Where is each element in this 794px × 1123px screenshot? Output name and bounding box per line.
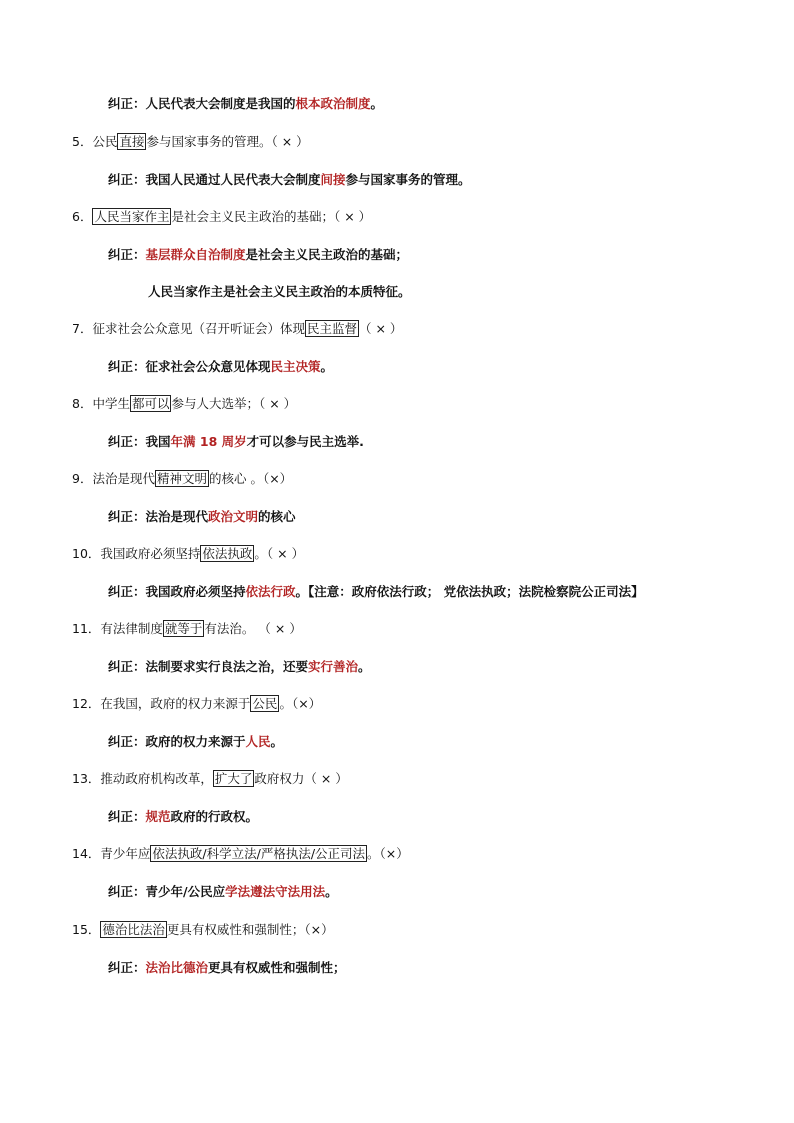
correction-line xyxy=(108,172,471,188)
correction-line xyxy=(108,960,346,976)
highlighted-answer: 规范 xyxy=(145,809,171,824)
correction-line xyxy=(108,884,338,900)
text-segment: 纠正： xyxy=(108,247,146,262)
text-segment: 参与国家事务的管理。（ × ） xyxy=(146,134,309,149)
text-segment: 有法治。 （ × ） xyxy=(204,621,302,636)
question-line xyxy=(72,922,334,938)
correction-line xyxy=(108,247,408,263)
text-segment: 。 xyxy=(320,359,334,374)
text-segment: 纠正：人民代表大会制度是我国的 xyxy=(108,96,296,111)
text-segment: 参与国家事务的管理。 xyxy=(345,172,471,187)
text-segment: 9．法治是现代 xyxy=(72,471,155,486)
text-segment: 。 xyxy=(370,96,384,111)
boxed-error-text: 都可以 xyxy=(131,396,170,411)
question-line xyxy=(72,546,304,562)
question-line xyxy=(72,396,296,412)
question-line xyxy=(72,846,409,862)
text-segment: 12．在我国，政府的权力来源于 xyxy=(72,696,251,711)
highlighted-answer: 学法遵法守法用法 xyxy=(225,884,326,899)
text-segment: 10．我国政府必须坚持 xyxy=(72,546,201,561)
question-line xyxy=(72,134,309,150)
question-line xyxy=(72,696,321,712)
highlighted-answer: 年满 18 周岁 xyxy=(170,434,247,449)
text-segment: 8．中学生 xyxy=(72,396,130,411)
highlighted-answer: 依法行政 xyxy=(245,584,296,599)
text-segment: 。 xyxy=(270,734,284,749)
text-segment: 是社会主义民主政治的基础； xyxy=(245,247,409,262)
boxed-error-text: 就等于 xyxy=(164,621,203,636)
text-segment: 。（×） xyxy=(367,846,409,861)
text-segment: 政府的行政权。 xyxy=(170,809,259,824)
correction-line xyxy=(108,809,258,825)
text-segment: （ × ） xyxy=(358,321,403,336)
text-segment: 政府权力（ × ） xyxy=(254,771,348,786)
text-segment: 。（×） xyxy=(279,696,322,711)
question-line xyxy=(72,471,292,487)
boxed-error-text: 公民 xyxy=(252,696,278,711)
text-segment: 14．青少年应 xyxy=(72,846,151,861)
highlighted-answer: 基层群众自治制度 xyxy=(145,247,246,262)
text-segment: 纠正： xyxy=(108,960,146,975)
boxed-error-text: 民主监督 xyxy=(306,321,357,336)
correction-line xyxy=(108,734,283,750)
highlighted-answer: 间接 xyxy=(320,172,346,187)
boxed-error-text: 扩大了 xyxy=(214,771,253,786)
boxed-error-text: 人民当家作主 xyxy=(94,209,170,224)
correction-line xyxy=(108,96,383,112)
text-segment: 人民当家作主是社会主义民主政治的本质特征。 xyxy=(148,284,411,299)
text-segment: 15． xyxy=(72,922,101,937)
highlighted-answer: 实行善治 xyxy=(308,659,359,674)
text-segment: 。【注意：政府依法行政； 党依法执政；法院检察院公正司法】 xyxy=(295,584,644,599)
text-segment: 参与人大选举；（ × ） xyxy=(171,396,297,411)
text-segment: 纠正：法治是现代 xyxy=(108,509,209,524)
text-segment: 纠正：征求社会公众意见体现 xyxy=(108,359,271,374)
correction-line xyxy=(108,659,371,675)
boxed-error-text: 依法执政 xyxy=(202,546,253,561)
text-segment: 。 xyxy=(358,659,371,674)
boxed-error-text: 精神文明 xyxy=(156,471,207,486)
text-segment: 纠正：我国人民通过人民代表大会制度 xyxy=(108,172,321,187)
question-line xyxy=(72,321,402,337)
highlighted-answer: 法治比德治 xyxy=(145,960,209,975)
text-segment: 才可以参与民主选举. xyxy=(246,434,364,449)
question-line xyxy=(72,771,348,787)
question-line xyxy=(72,621,302,637)
question-line xyxy=(72,209,371,225)
text-segment: 纠正：政府的权力来源于 xyxy=(108,734,246,749)
text-segment: 纠正：青少年/公民应 xyxy=(108,884,226,899)
correction-line xyxy=(108,359,333,375)
text-segment: 的核心 。（×） xyxy=(208,471,293,486)
text-segment: 的核心 xyxy=(258,509,296,524)
text-segment: 。 xyxy=(325,884,338,899)
text-segment: 纠正：法制要求实行良法之治，还要 xyxy=(108,659,309,674)
text-segment: 6． xyxy=(72,209,93,224)
text-segment: 11．有法律制度 xyxy=(72,621,163,636)
text-segment: 纠正： xyxy=(108,809,146,824)
correction-line xyxy=(148,284,411,300)
text-segment: 更具有权威性和强制性；（×） xyxy=(166,922,334,937)
text-segment: 纠正：我国政府必须坚持 xyxy=(108,584,246,599)
correction-line xyxy=(108,434,364,450)
highlighted-answer: 根本政治制度 xyxy=(295,96,371,111)
text-segment: 纠正：我国 xyxy=(108,434,171,449)
text-segment: 5．公民 xyxy=(72,134,118,149)
text-segment: 。（ × ） xyxy=(254,546,305,561)
correction-line xyxy=(108,584,644,600)
boxed-error-text: 直接 xyxy=(119,134,145,149)
text-segment: 是社会主义民主政治的基础；（ × ） xyxy=(171,209,372,224)
highlighted-answer: 民主决策 xyxy=(270,359,321,374)
text-segment: 13．推动政府机构改革， xyxy=(72,771,213,786)
boxed-error-text: 德治比法治 xyxy=(102,922,165,937)
text-segment: 更具有权威性和强制性； xyxy=(208,960,346,975)
boxed-error-text: 依法执政/科学立法/严格执法/公正司法 xyxy=(152,846,366,861)
highlighted-answer: 政治文明 xyxy=(208,509,259,524)
correction-line xyxy=(108,509,296,525)
text-segment: 7．征求社会公众意见（召开听证会）体现 xyxy=(72,321,305,336)
highlighted-answer: 人民 xyxy=(245,734,271,749)
